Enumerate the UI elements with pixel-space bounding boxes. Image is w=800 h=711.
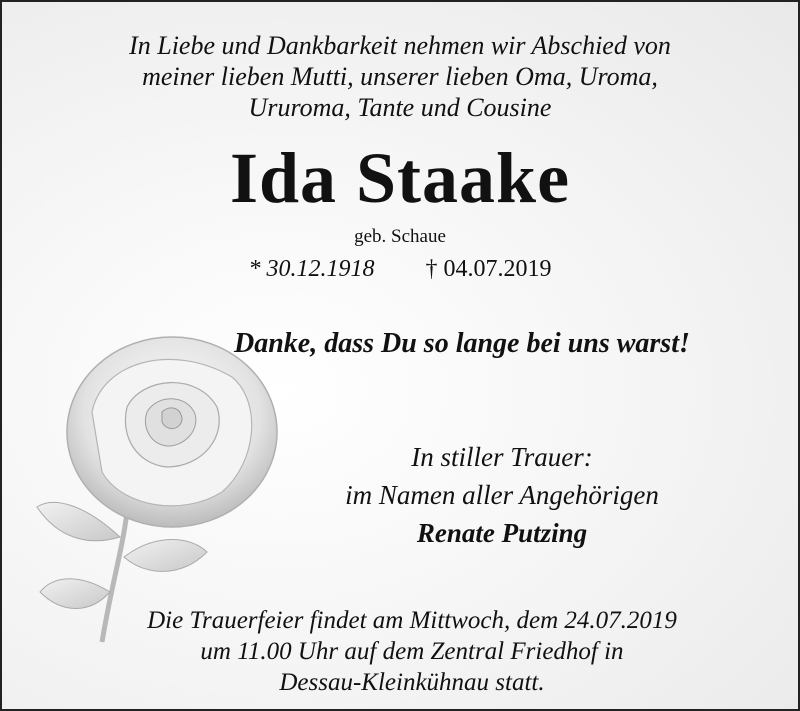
funeral-info — [62, 605, 762, 698]
intro-line: meiner lieben Mutti, unserer lieben Oma, Uroma, — [142, 62, 658, 91]
death-date: † 04.07.2019 — [425, 256, 552, 282]
intro-line: In Liebe und Dankbarkeit nehmen wir Abschied von — [129, 31, 671, 60]
birth-name: geb. Schaue — [354, 226, 446, 247]
intro-text — [2, 30, 798, 123]
funeral-line: Die Trauerfeier findet am Mittwoch, dem 24.07.2019 — [147, 607, 677, 634]
mourning-block — [302, 438, 702, 552]
mourning-line: In stiller Trauer: — [411, 442, 593, 472]
birth-date: * 30.12.1918 — [248, 256, 375, 282]
mourning-line: im Namen aller Angehörigen — [345, 480, 659, 510]
funeral-line: um 11.00 Uhr auf dem Zentral Friedhof in — [200, 638, 624, 665]
signer-name: Renate Putzing — [416, 518, 588, 548]
thanks-line: Danke, dass Du so lange bei uns warst! — [234, 328, 690, 359]
rose-image — [32, 322, 292, 652]
intro-line: Ururoma, Tante und Cousine — [248, 93, 552, 122]
funeral-line: Dessau-Kleinkühnau statt. — [279, 669, 545, 696]
deceased-name: Ida Staake — [229, 138, 571, 218]
life-dates — [2, 256, 798, 283]
